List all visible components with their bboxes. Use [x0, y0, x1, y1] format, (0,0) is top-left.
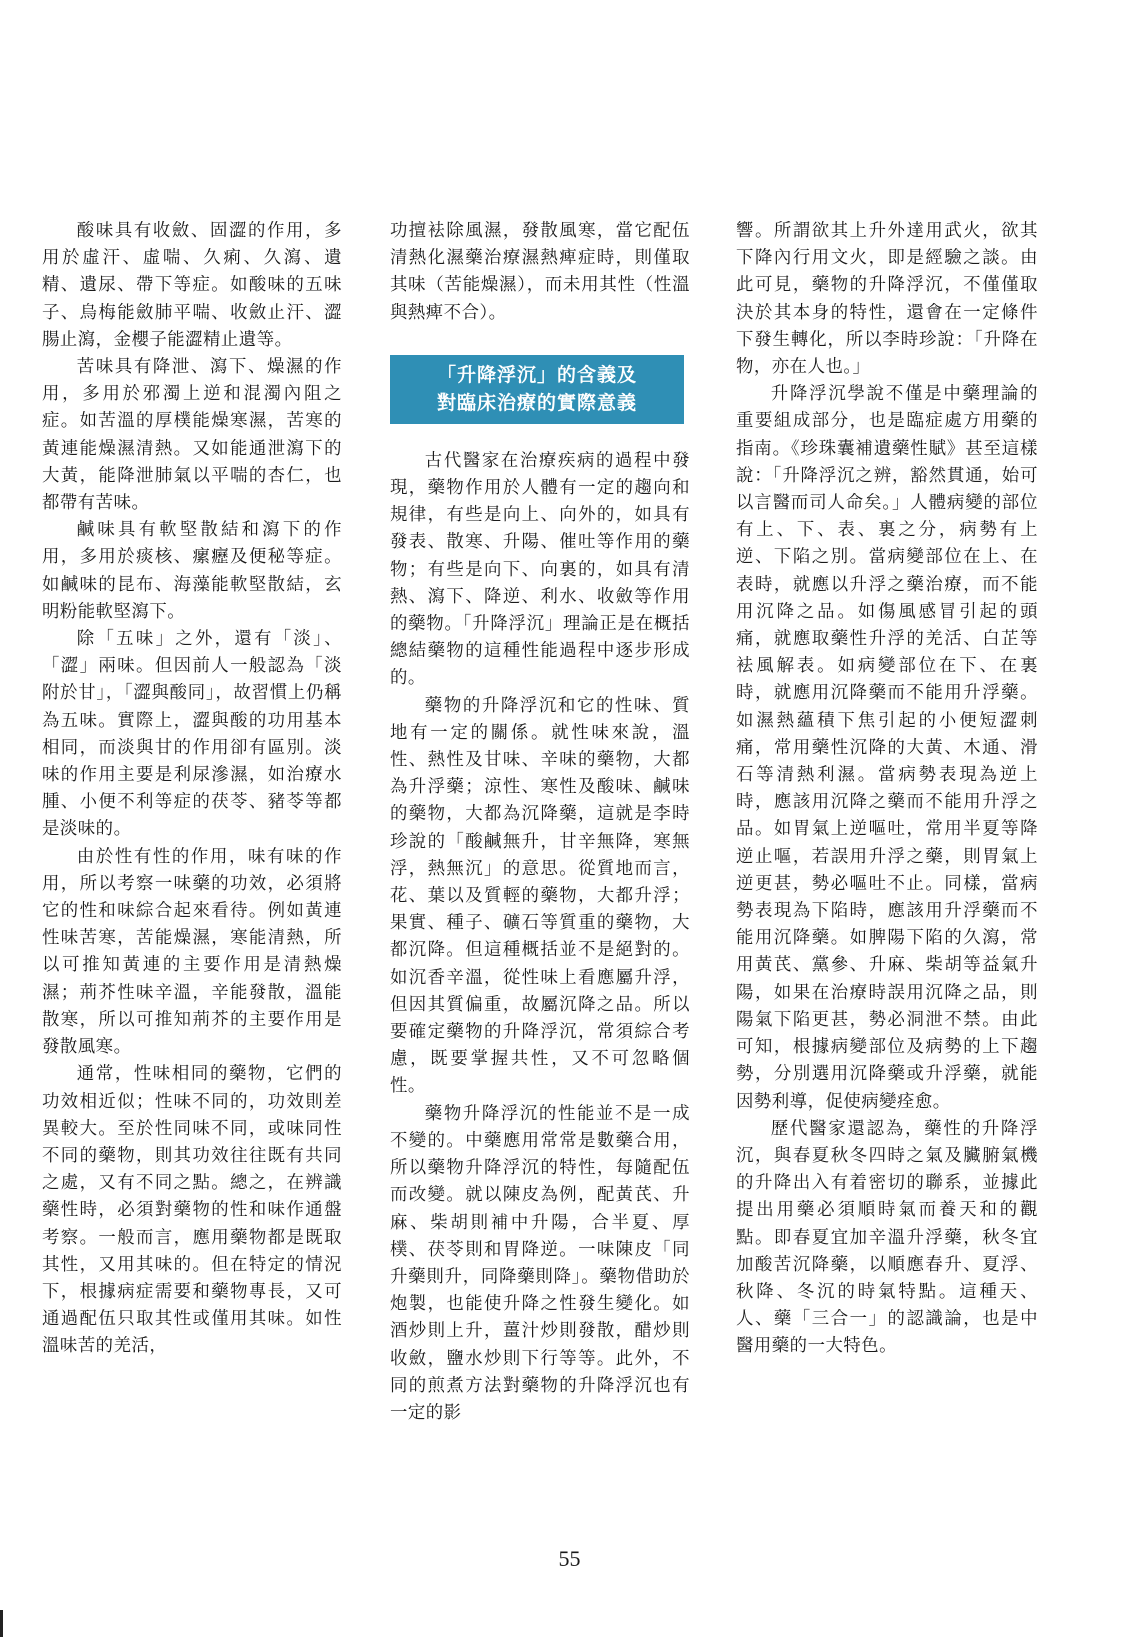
paragraph: 由於性有性的作用，味有味的作用，所以考察一味藥的功效，必須將它的性和味綜合起來看待。例如黃連性味苦寒，苦能燥濕，寒能清熱，所以可推知黃連的主要作用是清熱燥濕；荊芥性味辛溫，辛能發散，溫能散寒，所以可推知荊芥的主要作用是發散風寒。	[42, 846, 342, 1058]
paragraph: 藥物升降浮沉的性能並不是一成不變的。中藥應用常常是數藥合用，所以藥物升降浮沉的特性，每隨配伍而改變。就以陳皮為例，配黃芪、升麻、柴胡則補中升陽，合半夏、厚樸、茯苓則和胃降逆。一味陳皮「同升藥則升，同降藥則降」。藥物借助於炮製，也能使升降之性發生變化。如酒炒則上升，薑汁炒則發散，醋炒則收斂，鹽水炒則下行等等。此外，不同的煎煮方法對藥物的升降浮沉也有一定的影	[390, 1103, 690, 1423]
paragraph: 鹹味具有軟堅散結和瀉下的作用，多用於痰核、瘰癧及便秘等症。如鹹味的昆布、海藻能軟堅散結，玄明粉能軟堅瀉下。	[42, 520, 342, 622]
paragraph: 酸味具有收斂、固澀的作用，多用於虛汗、虛喘、久痢、久瀉、遺精、遺尿、帶下等症。如酸味的五味子、烏梅能斂肺平喘、收斂止汗、澀腸止瀉，金櫻子能澀精止遺等。	[42, 221, 342, 350]
paragraph: 除「五味」之外，還有「淡」、「澀」兩味。但因前人一般認為「淡附於甘」，「澀與酸同」，故習慣上仍稱為五味。實際上，澀與酸的功用基本相同，而淡與甘的作用卻有區別。淡味的作用主要是利尿滲濕，如治療水腫、小便不利等症的茯苓、豬苓等都是淡味的。	[42, 629, 342, 840]
paragraph: 響。所謂欲其上升外達用武火，欲其下降內行用文火，即是經驗之談。由此可見，藥物的升降浮沉，不僅僅取決於其本身的特性，還會在一定條件下發生轉化，所以李時珍說：「升降在物，亦在人也。」	[736, 221, 1038, 378]
page-number: 55	[558, 1546, 581, 1571]
paragraph: 藥物的升降浮沉和它的性味、質地有一定的關係。就性味來說，溫性、熱性及甘味、辛味的藥物，大都為升浮藥；涼性、寒性及酸味、鹹味的藥物，大都為沉降藥，這就是李時珍說的「酸鹹無升，甘辛無降，寒無浮，熱無沉」的意思。從質地而言，花、葉以及質輕的藥物，大都升浮；果實、種子、礦石等質重的藥物，大都沉降。但這種概括並不是絕對的。如沉香辛溫，從性味上看應屬升浮，但因其質偏重，故屬沉降之品。所以要確定藥物的升降浮沉，常須綜合考慮，既要掌握共性，又不可忽略個性。	[390, 695, 690, 1097]
paragraph: 古代醫家在治療疾病的過程中發現，藥物作用於人體有一定的趨向和規律，有些是向上、向外的，如具有發表、散寒、升陽、催吐等作用的藥物；有些是向下、向裏的，如具有清熱、瀉下、降逆、利水、收斂等作用的藥物。「升降浮沉」理論正是在概括總結藥物的這種性能過程中逐步形成的。	[390, 450, 690, 689]
column-2-before-heading	[390, 218, 690, 327]
section-heading-line-1: 「升降浮沉」的含義及	[436, 363, 637, 386]
column-3	[736, 218, 1038, 1361]
column-2	[390, 218, 690, 1427]
column-2-after-heading	[390, 448, 690, 1427]
paragraph: 苦味具有降泄、瀉下、燥濕的作用，多用於邪濁上逆和混濁內阻之症。如苦溫的厚樸能燥寒濕，苦寒的黃連能燥濕清熱。又如能通泄瀉下的大黃，能降泄肺氣以平喘的杏仁，也都帶有苦味。	[42, 357, 342, 514]
paragraph: 歷代醫家還認為，藥性的升降浮沉，與春夏秋冬四時之氣及臟腑氣機的升降出入有着密切的聯系，並據此提出用藥必須順時氣而養天和的觀點。即春夏宜加辛溫升浮藥，秋冬宜加酸苦沉降藥，以順應春升、夏浮、秋降、冬沉的時氣特點。這種天、人、藥「三合一」的認識論，也是中醫用藥的一大特色。	[736, 1118, 1038, 1357]
paragraph: 升降浮沉學說不僅是中藥理論的重要組成部分，也是臨症處方用藥的指南。《珍珠囊補遺藥性賦》甚至這樣說：「升降浮沉之辨，豁然貫通，始可以言醫而司人命矣。」人體病變的部位有上、下、表、裏之分，病勢有上逆、下陷之別。當病變部位在上、在表時，就應以升浮之藥治療，而不能用沉降之品。如傷風感冒引起的頭痛，就應取藥性升浮的羌活、白芷等袪風解表。如病變部位在下、在裏時，就應用沉降藥而不能用升浮藥。如濕熱蘊積下焦引起的小便短澀刺痛，常用藥性沉降的大黃、木通、滑石等清熱利濕。當病勢表現為逆上時，應該用沉降之藥而不能用升浮之品。如胃氣上逆嘔吐，常用半夏等降逆止嘔，若誤用升浮之藥，則胃氣上逆更甚，勢必嘔吐不止。同樣，當病勢表現為下陷時，應該用升浮藥而不能用沉降藥。如脾陽下陷的久瀉，常用黃芪、黨參、升麻、柴胡等益氣升陽，如果在治療時誤用沉降之品，則陽氣下陷更甚，勢必洞泄不禁。由此可知，根據病變部位及病勢的上下趨勢，分別選用沉降藥或升浮藥，就能因勢利導，促使病變痊愈。	[736, 384, 1038, 1112]
paragraph: 功擅袪除風濕，發散風寒，當它配伍清熱化濕藥治療濕熱痺症時，則僅取其味（苦能燥濕），而未用其性（性溫與熱痺不合）。	[390, 221, 690, 323]
paragraph: 通常，性味相同的藥物，它們的功效相近似；性味不同的，功效則差異較大。至於性同味不同，或味同性不同的藥物，則其功效往往既有共同之處，又有不同之點。總之，在辨識藥性時，必須對藥物的性和味作通盤考察。一般而言，應用藥物都是既取其性，又用其味的。但在特定的情況下，根據病症需要和藥物專長，又可通過配伍只取其性或僅用其味。如性溫味苦的羌活，	[42, 1064, 342, 1357]
column-1	[42, 218, 342, 1361]
section-heading-line-2: 對臨床治療的實際意義	[436, 391, 637, 414]
scan-edge-mark	[0, 1610, 3, 1637]
section-heading	[390, 355, 684, 424]
